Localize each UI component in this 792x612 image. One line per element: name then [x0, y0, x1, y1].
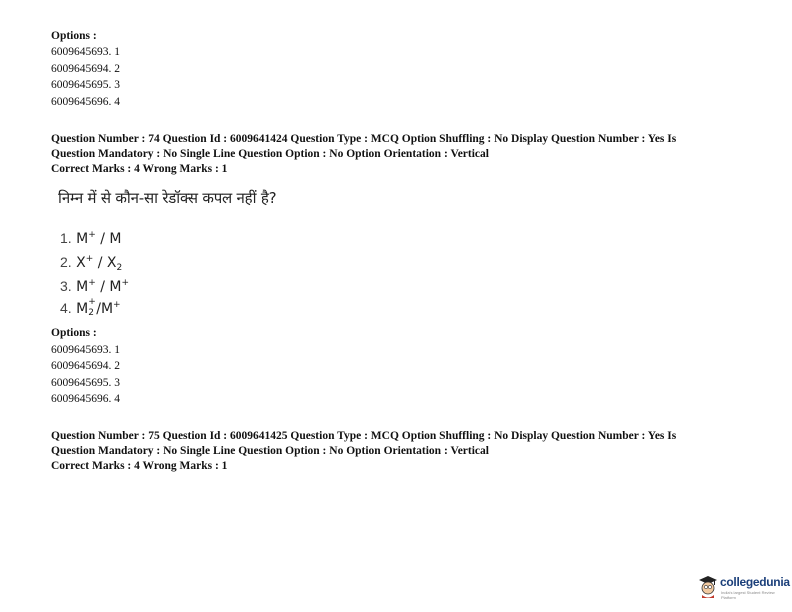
question-meta-line: Question Number : 75 Question Id : 6009641425 Question Type : MCQ Option Shuffling : No Display Question Number : Yes Is — [51, 430, 677, 442]
question-meta-line: Question Mandatory : No Single Line Question Option : No Option Orientation : Vertical — [51, 445, 489, 457]
option-item: 6009645694. 2 — [51, 360, 120, 372]
options-label: Options : — [51, 327, 97, 339]
question-meta-line: Question Mandatory : No Single Line Question Option : No Option Orientation : Vertical — [51, 148, 489, 160]
collegedunia-logo — [697, 572, 789, 602]
option-item: 6009645695. 3 — [51, 79, 120, 91]
option-item: 6009645696. 4 — [51, 393, 120, 405]
logo-tagline: India's largest Student Review Platform — [721, 590, 775, 600]
option-item: 6009645696. 4 — [51, 96, 120, 108]
option-item: 6009645694. 2 — [51, 63, 120, 75]
question-choice: 2. $X^+ / X_2$ — [60, 254, 123, 273]
question-choice: 1. M+ / M — [60, 230, 122, 247]
option-item: 6009645693. 1 — [51, 46, 120, 58]
question-marks: Correct Marks : 4 Wrong Marks : 1 — [51, 163, 228, 175]
question-text: निम्न में से कौन-सा रेडॉक्स कपल नहीं है? — [58, 189, 277, 207]
question-meta-line: Question Number : 74 Question Id : 6009641424 Question Type : MCQ Option Shuffling : No Display Question Number : Yes Is — [51, 133, 677, 145]
logo-wordmark: collegedunia — [720, 575, 790, 589]
question-marks: Correct Marks : 4 Wrong Marks : 1 — [51, 460, 228, 472]
options-label: Options : — [51, 30, 97, 42]
question-choice: 3. M+ / M+ — [60, 278, 130, 295]
option-item: 6009645693. 1 — [51, 344, 120, 356]
option-item: 6009645695. 3 — [51, 377, 120, 389]
graduate-mascot-icon — [697, 574, 719, 598]
question-choice: 4. M + 2 /M+ — [60, 297, 121, 318]
